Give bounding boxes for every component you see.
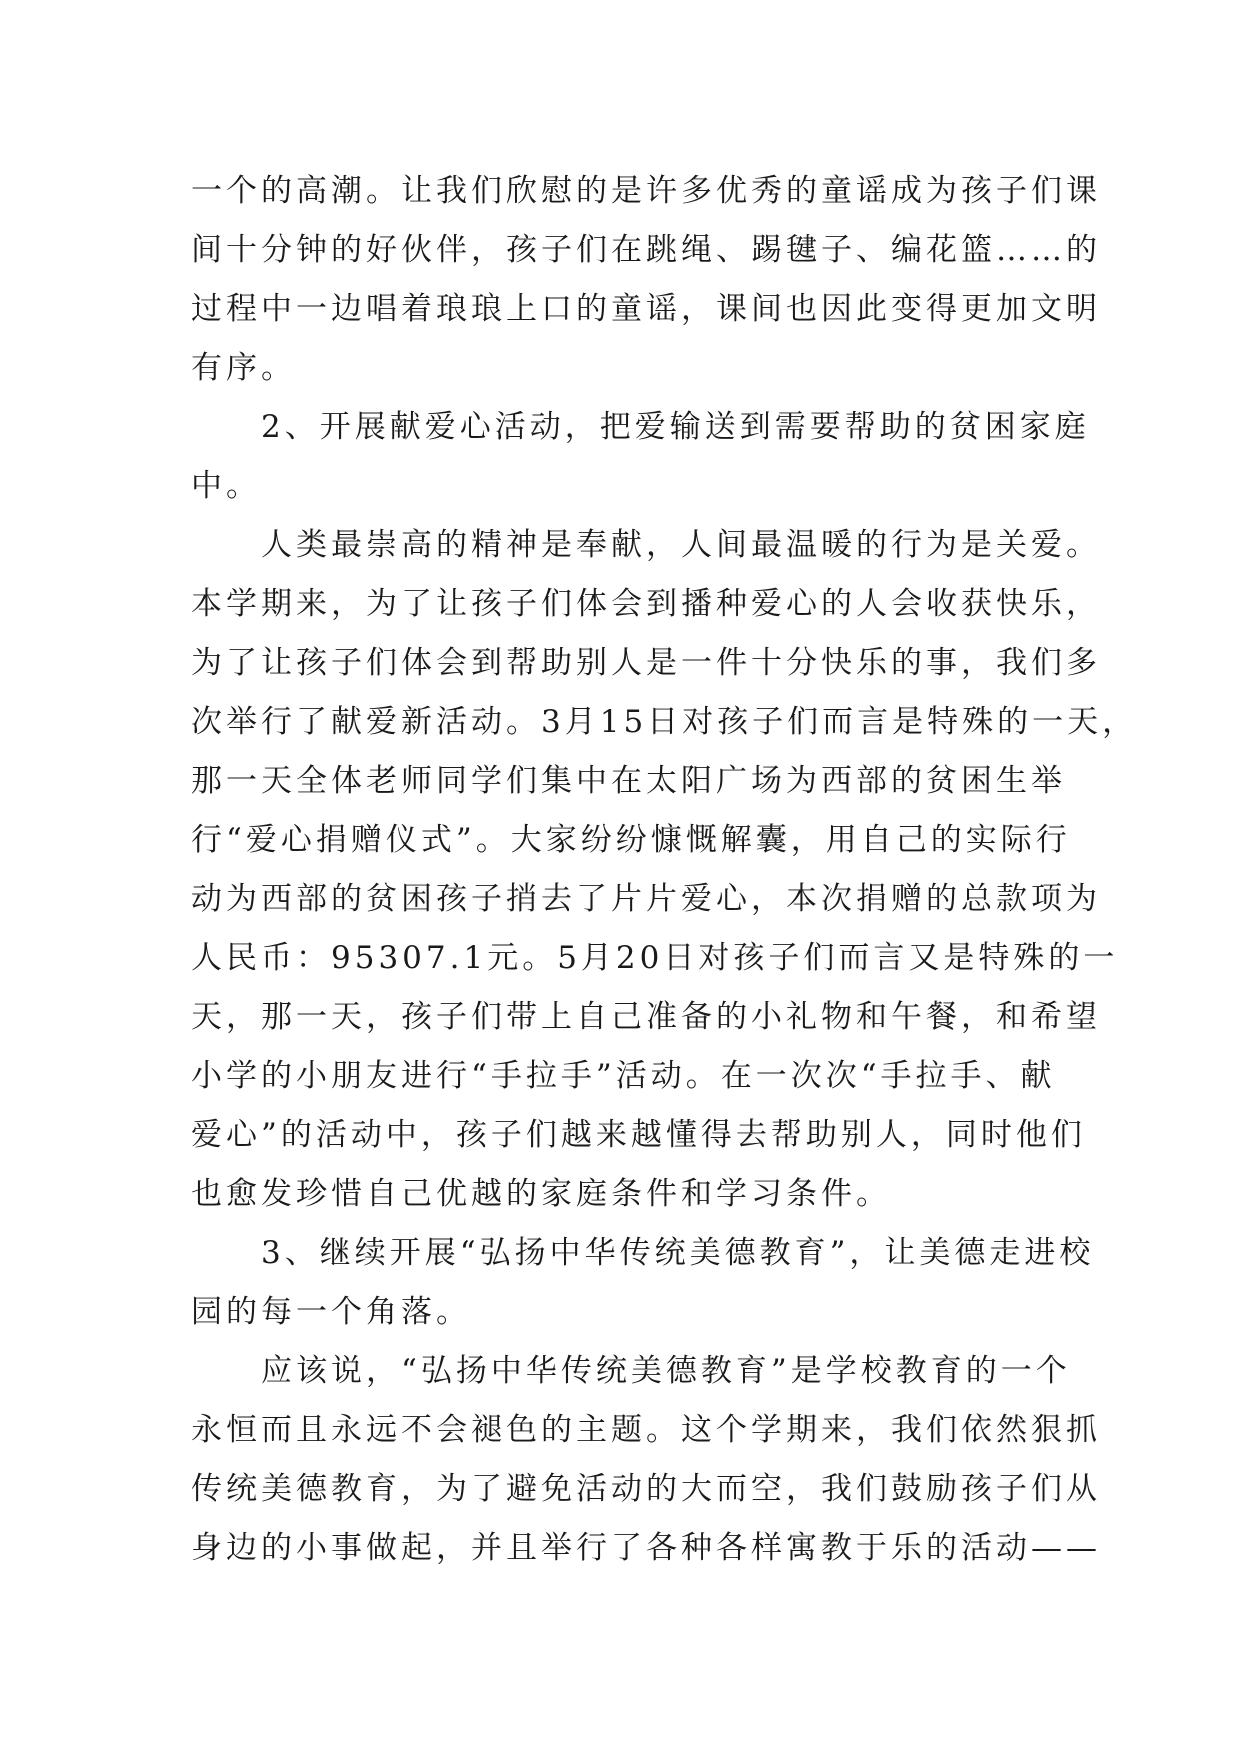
text-line: 过程中一边唱着琅琅上口的童谣，课间也因此变得更加文明 — [191, 291, 1101, 327]
document-body — [191, 162, 1138, 1578]
text-line: 行“爱心捐赠仪式”。大家纷纷慷慨解囊，用自己的实际行 — [191, 822, 1071, 858]
text-line: 人民币：95307.1元。5月20日对孩子们而言又是特殊的一 — [191, 940, 1119, 976]
section-heading-line: 园的每一个角落。 — [191, 1294, 471, 1330]
text-line: 应该说，“弘扬中华传统美德教育”是学校教育的一个 — [191, 1353, 1071, 1389]
text-line: 那一天全体老师同学们集中在太阳广场为西部的贫困生举 — [191, 763, 1066, 799]
text-line: 动为西部的贫困孩子捎去了片片爱心，本次捐赠的总款项为 — [191, 881, 1101, 917]
text-line: 本学期来，为了让孩子们体会到播种爱心的人会收获快乐， — [191, 586, 1101, 622]
text-line: 爱心”的活动中，孩子们越来越懂得去帮助别人，同时他们 — [191, 1117, 1086, 1153]
text-line: 次举行了献爱新活动。3月15日对孩子们而言是特殊的一天， — [191, 704, 1138, 740]
text-line: 也愈发珍惜自己优越的家庭条件和学习条件。 — [191, 1176, 891, 1212]
text-line: 永恒而且永远不会褪色的主题。这个学期来，我们依然狠抓 — [191, 1412, 1101, 1448]
text-line: 为了让孩子们体会到帮助别人是一件十分快乐的事，我们多 — [191, 645, 1101, 681]
text-line: 人类最崇高的精神是奉献，人间最温暖的行为是关爱。 — [191, 527, 1101, 563]
text-line: 一个的高潮。让我们欣慰的是许多优秀的童谣成为孩子们课 — [191, 173, 1101, 209]
text-line: 身边的小事做起，并且举行了各种各样寓教于乐的活动—— — [191, 1530, 1101, 1566]
section-heading-line: 中。 — [191, 468, 261, 504]
section-heading-line: 2、开展献爱心活动，把爱输送到需要帮助的贫困家庭 — [191, 409, 1090, 445]
text-line: 有序。 — [191, 350, 296, 386]
section-heading-line: 3、继续开展“弘扬中华传统美德教育”，让美德走进校 — [191, 1235, 1095, 1271]
text-line: 传统美德教育，为了避免活动的大而空，我们鼓励孩子们从 — [191, 1471, 1101, 1507]
text-line: 间十分钟的好伙伴，孩子们在跳绳、踢毽子、编花篮……的 — [191, 232, 1101, 268]
text-line: 天，那一天，孩子们带上自己准备的小礼物和午餐，和希望 — [191, 999, 1101, 1035]
text-line: 小学的小朋友进行“手拉手”活动。在一次次“手拉手、献 — [191, 1058, 1056, 1094]
